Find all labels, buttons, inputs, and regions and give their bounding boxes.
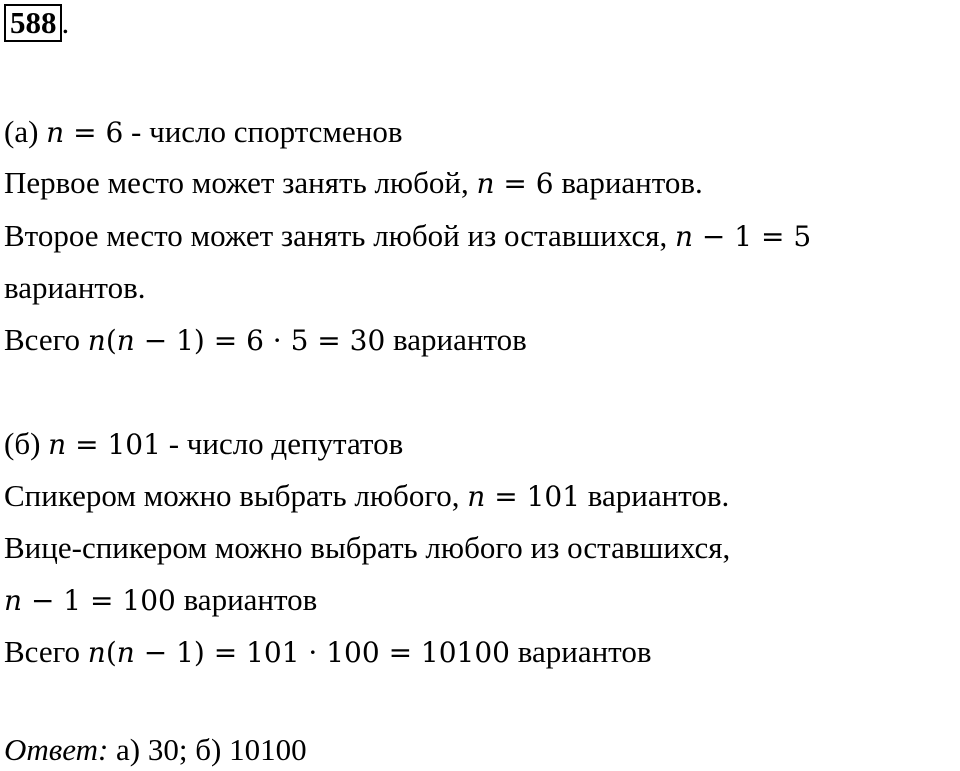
part-b-vice-speaker-count (4, 580, 317, 621)
part-a-line2-tail: вариантов. (553, 165, 703, 200)
part-a-desc: - число спортсменов (123, 114, 403, 149)
part-b-statement (4, 424, 403, 465)
problem-number (4, 4, 69, 42)
part-b-total-eq: − 1) = 101 · 100 = 10100 (134, 636, 510, 669)
part-b-total-n1: n (87, 636, 106, 669)
part-a-total-n1: n (87, 324, 106, 357)
part-b-total-label: Всего (4, 634, 88, 669)
part-a-line2-var: n (476, 167, 495, 200)
part-a-var: n (46, 116, 65, 149)
part-a-total (4, 320, 527, 361)
part-a-total-tail: вариантов (385, 322, 527, 357)
part-a-first-place (4, 163, 703, 204)
part-b-total-open: ( (105, 636, 117, 669)
part-b-label: (б) (4, 426, 41, 461)
part-b-total (4, 632, 651, 673)
part-a-label: (а) (4, 114, 39, 149)
part-a-line3-eq: − 1 = 5 (693, 220, 812, 253)
part-b-eq: = 101 (66, 428, 161, 461)
problem-number-suffix: . (61, 5, 70, 40)
part-b-line4-eq: − 1 = 100 (22, 584, 176, 617)
part-a-second-place-cont (4, 268, 145, 308)
part-a-second-place (4, 216, 811, 257)
part-b-total-tail: вариантов (510, 634, 652, 669)
part-b-var: n (48, 428, 67, 461)
part-a-total-open: ( (105, 324, 117, 357)
answer-label: Ответ: (4, 732, 109, 767)
part-a-total-eq: − 1) = 6 · 5 = 30 (134, 324, 386, 357)
part-b-line2-tail: вариантов. (580, 478, 730, 513)
part-b-line2-text: Спикером можно выбрать любого, (4, 478, 468, 513)
part-a-line3-text: Второе место может занять любой из оставшихся, (4, 218, 675, 253)
part-a-total-n2: n (116, 324, 135, 357)
part-a-eq: = 6 (64, 116, 124, 149)
part-a-total-label: Всего (4, 322, 88, 357)
part-a-line4-text: вариантов. (4, 270, 146, 305)
part-a-line2-eq: = 6 (494, 167, 554, 200)
part-b-vice-speaker (4, 528, 730, 568)
part-a-line2-text: Первое место может занять любой, (4, 165, 477, 200)
part-b-speaker (4, 476, 729, 517)
part-a-statement (4, 112, 403, 153)
part-b-line2-var: n (467, 480, 486, 513)
part-b-total-n2: n (116, 636, 135, 669)
part-b-line4-var: n (4, 584, 23, 617)
answer-line (4, 730, 307, 770)
part-a-line3-var: n (674, 220, 694, 253)
part-b-line4-tail: вариантов (175, 582, 318, 617)
part-b-line2-eq: = 101 (485, 480, 581, 513)
answer-text: а) 30; б) 10100 (108, 732, 307, 767)
part-b-desc: - число депутатов (160, 426, 404, 461)
part-b-line3-text: Вице-спикером можно выбрать любого из оставшихся, (4, 530, 731, 565)
problem-number-box: 588 (4, 4, 62, 42)
